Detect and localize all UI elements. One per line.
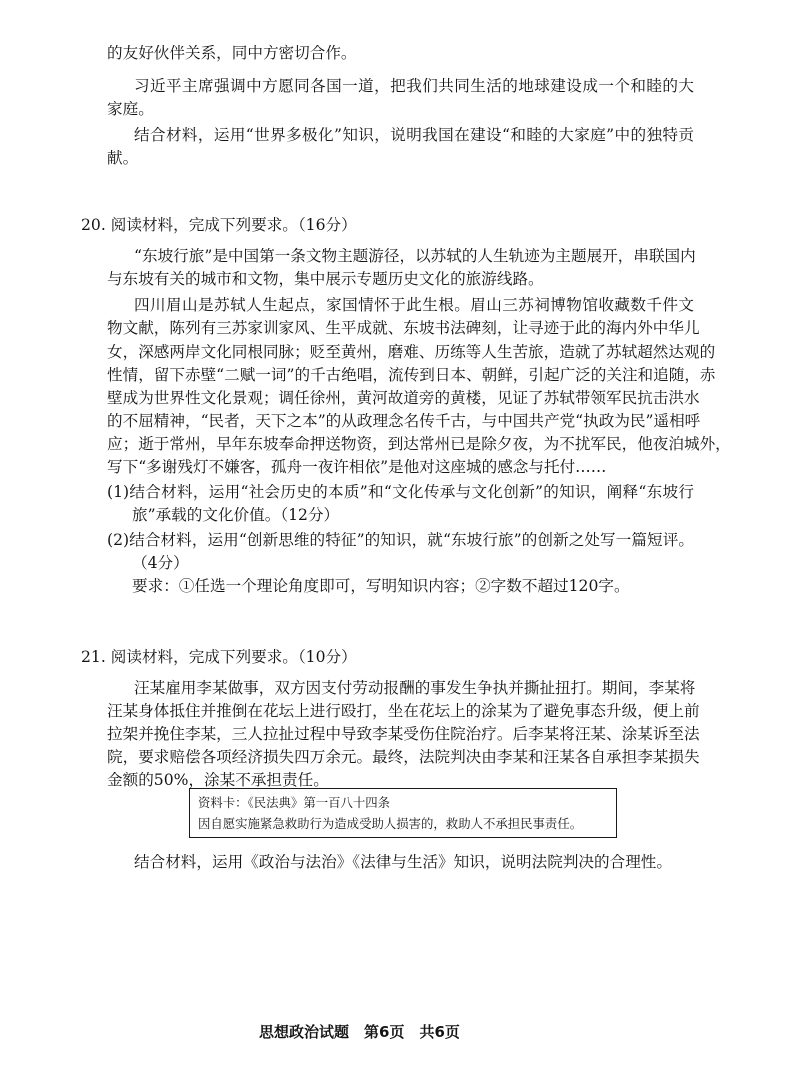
q19-line-1: 的友好伙伴关系，同中方密切合作。 [107, 44, 357, 62]
info-card-body: 因自愿实施紧急救助行为造成受助人损害的，救助人不承担民事责任。 [198, 816, 583, 831]
q21-material-line-2: 汪某身体抵住并推倒在花坛上进行殴打，坐在花坛上的涂某为了避免事态升级，便上前 [107, 702, 700, 720]
info-card [189, 788, 617, 838]
q19-line-3: 家庭。 [107, 100, 154, 118]
q19-line-2: 习近平主席强调中方愿同各国一道，把我们共同生活的地球建设成一个和睦的大 [134, 77, 694, 95]
info-card-title: 资料卡：《民法典》第一百八十四条 [198, 795, 391, 810]
q20-material-line-2: 与东坡有关的城市和文物，集中展示专题历史文化的旅游线路。 [107, 270, 544, 288]
q21-material-line-3: 拉架并挽住李某，三人拉扯过程中导致李某受伤住院治疗。后李某将汪某、涂某诉至法 [107, 725, 700, 743]
page-footer: 思想政治试题 第6页 共6页 [259, 1023, 460, 1041]
q21-task: 结合材料，运用《政治与法治》《法律与生活》知识，说明法院判决的合理性。 [134, 853, 672, 871]
q21-material-line-4: 院，要求赔偿各项经济损失四万余元。最终，法院判决由李某和汪某各自承担李某损失 [107, 748, 700, 766]
q20-sub2-line-1: (2)结合材料，运用“创新思维的特征”的知识，就“东坡行旅”的创新之处写一篇短评。 [107, 531, 694, 549]
q20-sub1-line-1: (1)结合材料，运用“社会历史的本质”和“文化传承与文化创新”的知识，阐释“东坡行 [107, 483, 694, 501]
q20-material-line-10: 写下“多谢残灯不嫌客，孤舟一夜许相依”是他对这座城的感念与托付…… [107, 458, 607, 476]
q19-task-line-1: 结合材料，运用“世界多极化”知识，说明我国在建设“和睦的大家庭”中的独特贡 [134, 126, 694, 144]
q21-material-line-5: 金额的50%，涂某不承担责任。 [107, 771, 329, 789]
q19-task-line-2: 献。 [107, 149, 139, 167]
q21-header: 21. 阅读材料，完成下列要求。（10分） [81, 648, 357, 666]
q20-material-line-4: 物文献，陈列有三苏家训家风、生平成就、东坡书法碑刻，让寻迹于此的海内外中华儿 [107, 319, 700, 337]
q20-material-line-3: 四川眉山是苏轼人生起点，家国情怀于此生根。眉山三苏祠博物馆收藏数千件文 [134, 296, 694, 314]
q20-header: 20. 阅读材料，完成下列要求。（16分） [81, 216, 357, 234]
q20-material-line-9: 应；逝于常州，早年东坡奉命押送物资，到达常州已是除夕夜，为不扰军民，他夜泊城外， [107, 435, 731, 453]
q20-sub2-line-2: （4分） [132, 554, 189, 572]
q20-material-line-1: “东坡行旅”是中国第一条文物主题游径，以苏轼的人生轨迹为主题展开，串联国内 [134, 247, 696, 265]
q20-requirement: 要求：①任选一个理论角度即可，写明知识内容；②字数不超过120字。 [132, 577, 630, 595]
q21-material-line-1: 汪某雇用李某做事，双方因支付劳动报酬的事发生争执并撕扯扭打。期间，李某将 [134, 679, 696, 697]
q20-material-line-5: 女，深感两岸文化同根同脉；贬至黄州，磨难、历练等人生苦旅，造就了苏轼超然达观的 [107, 343, 716, 361]
q20-material-line-7: 壁成为世界性文化景观；调任徐州，黄河故道旁的黄楼，见证了苏轼带领军民抗击洪水 [107, 389, 700, 407]
q20-material-line-6: 性情，留下赤壁“二赋一词”的千古绝唱，流传到日本、朝鲜，引起广泛的关注和追随，赤 [107, 366, 716, 384]
q20-material-line-8: 的不屈精神，“民者，天下之本”的从政理念名传千古，与中国共产党“执政为民”遥相呼 [107, 412, 701, 430]
q20-sub1-line-2: 旅”承载的文化价值。（12分） [132, 506, 340, 524]
